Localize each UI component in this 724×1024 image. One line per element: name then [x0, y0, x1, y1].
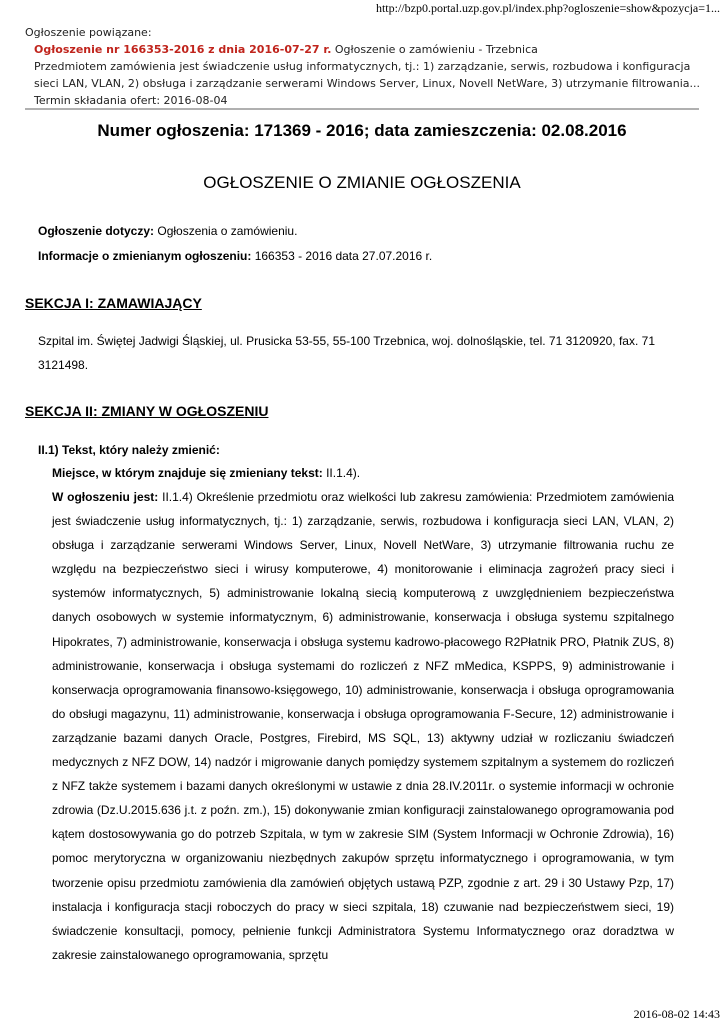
current-text	[52, 485, 674, 967]
section1-heading: SEKCJA I: ZAMAWIAJĄCY	[25, 295, 202, 311]
related-notice	[25, 24, 715, 109]
notice-type-title: OGŁOSZENIE O ZMIANIE OGŁOSZENIA	[203, 173, 521, 192]
info-concerns-value: Ogłoszenia o zamówieniu.	[154, 224, 298, 238]
related-title-line	[25, 41, 715, 58]
section2-subheading: II.1) Tekst, który należy zmienić:	[38, 443, 220, 457]
info-changed	[38, 248, 432, 264]
related-deadline: Termin składania ofert: 2016-08-04	[34, 94, 228, 107]
page-title: Numer ogłoszenia: 171369 - 2016; data zamieszczenia: 02.08.2016	[97, 121, 627, 140]
section1-body: Szpital im. Świętej Jadwigi Śląskiej, ul. Prusicka 53-55, 55-100 Trzebnica, woj. dolnośląskie, tel. 71 3120920, fax. 71 3121498.	[38, 334, 655, 372]
related-summary: Przedmiotem zamówienia jest świadczenie usług informatycznych, tj.: 1) zarządzanie, serwis, rozbudowa i konfiguracja sieci LAN, VLAN, 2) obsługa i zarządzanie serwerami Windows Server, Linux, Novell NetWare, 3) utrzymanie filtrowania...	[34, 60, 701, 90]
changed-place-value: II.1.4).	[322, 466, 361, 480]
divider	[25, 108, 699, 110]
related-notice-link[interactable]: Ogłoszenie nr 166353-2016 z dnia 2016-07-27 r.	[34, 43, 332, 56]
section2-heading: SEKCJA II: ZMIANY W OGŁOSZENIU	[25, 403, 269, 419]
current-text-label: W ogłoszeniu jest:	[52, 490, 159, 504]
info-changed-label: Informacje o zmienianym ogłoszeniu:	[38, 249, 252, 263]
page-url: http://bzp0.portal.uzp.gov.pl/index.php?ogloszenie=show&pozycja=1...	[375, 1, 720, 15]
current-text-value: II.1.4) Określenie przedmiotu oraz wielkości lub zakresu zamówienia: Przedmiotem zamówienia jest świadczenie usług informatycznych, tj.: 1) zarządzanie, serwis, rozbudowa i konfiguracja sieci LAN, VLAN, 2) obsługa i zarządzanie serwerami Windows Server, Linux, Novell NetWare, 3) utrzymanie filtrowania ruchu ze względu na bezpieczeństwo sieci i wirusy komputerowe, 4) monitorowanie i eliminacja zagrożeń pracy sieci i systemów informatycznych, 5) administrowanie lokalną siecią komputerową z uwzględnieniem bezpieczeństwa danych osobowych w systemie informatycznym, 6) administrowanie, konserwacja i obsługa systemu szpitalnego Hipokrates, 7) administrowanie, konserwacja i obsługa systemu kadrowo-płacowego R2Płatnik PRO, Płatnik ZUS, 8) administrowanie, konserwacja i obsługa systemami do rozliczeń z NFZ mMedica, KSPPS, 9) administrowanie i konserwacja oprogramowania finansowo-księgowego, 10) administrowanie, konserwacja i obsługa oprogramowania do obsługi magazynu, 11) administrowanie, konserwacja i obsługa oprogramowania F-Secure, 12) administrowanie i zarządzanie bazami danych Oracle, Postgres, Firebird, MS SQL, 13) aktywny udział w rozliczaniu świadczeń medycznych z NFZ DOW, 14) nadzór i migrowanie danych pomiędzy systemem szpitalnym a systemem do rozliczeń z NFZ także systemem i bazami danych określonymi w ustawie z dnia 28.IV.2011r. o systemie informacji w ochronie zdrowia (Dz.U.2015.636 j.t. z poźn. zm.), 15) dokonywanie zmian konfiguracji zainstalowanego oprogramowania pod kątem dostosowywania go do potrzeb Szpitala, w tym w zakresie SIM (System Informacji w Ochronie Zdrowia), 16) pomoc merytoryczna w organizowaniu niezbędnych zakupów sprzętu informatycznego i oprogramowania, w tym tworzenie opisu przedmiotu zamówienia dla zamówień objętych ustawą PZP, zgodnie z art. 29 i 30 Ustawy Pzp, 17) instalacja i konfiguracja stacji roboczych do pracy w sieci szpitala, 18) czuwanie nad bezpieczeństwem sieci, 19) świadczenie konsultacji, pomocy, pełnienie funkcji Administratora Systemu Informatycznego oraz doradztwa w zakresie zainstalowanego oprogramowania, sprzętu	[52, 490, 675, 962]
related-notice-suffix: Ogłoszenie o zamówieniu - Trzebnica	[331, 43, 538, 56]
print-timestamp: 2016-08-02 14:43	[633, 1007, 720, 1021]
info-changed-value: 166353 - 2016 data 27.07.2016 r.	[251, 249, 433, 263]
changed-place	[52, 464, 360, 482]
changed-place-label: Miejsce, w którym znajduje się zmieniany tekst:	[52, 466, 323, 480]
info-concerns	[38, 223, 297, 239]
related-heading: Ogłoszenie powiązane:	[25, 26, 152, 39]
info-concerns-label: Ogłoszenie dotyczy:	[38, 224, 155, 238]
